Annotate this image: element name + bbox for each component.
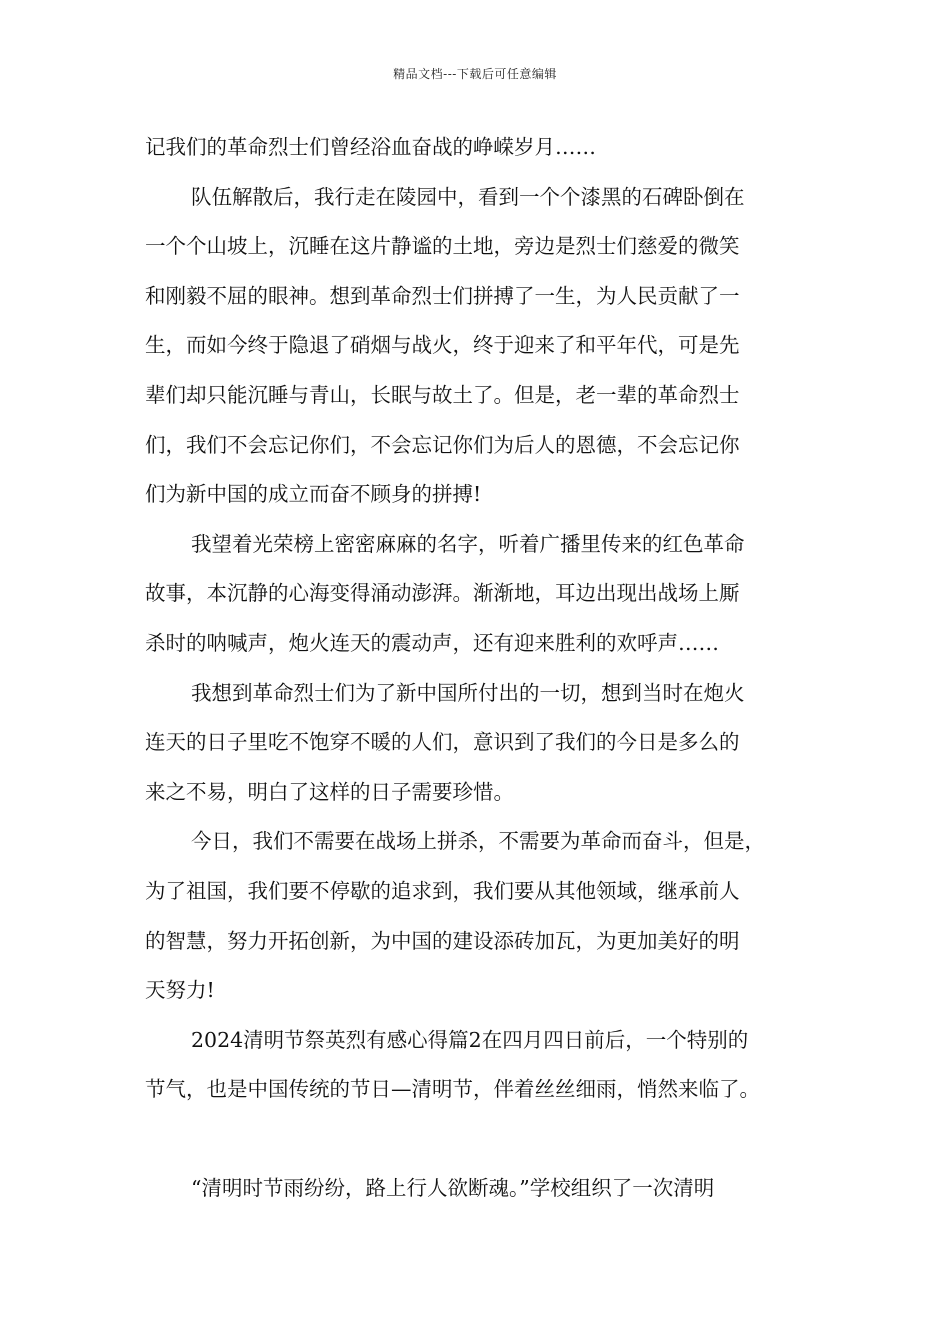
text-line: 连天的日子里吃不饱穿不暖的人们，意识到了我们的今日是多么的 (145, 730, 740, 755)
text-line: 记我们的革命烈士们曾经浴血奋战的峥嵘岁月…… (145, 135, 596, 159)
text-line: 故事，本沉静的心海变得涌动澎湃。渐渐地，耳边出现出战场上厮 (145, 581, 740, 606)
text-line: 生，而如今终于隐退了硝烟与战火，终于迎来了和平年代，可是先 (145, 333, 740, 358)
paragraph-start-line: 我想到革命烈士们为了新中国所付出的一切，想到当时在炮火 (191, 680, 745, 705)
text-line: 辈们却只能沉睡与青山，长眠与故土了。但是，老一辈的革命烈士 (145, 382, 740, 407)
document-body (145, 131, 815, 1222)
text-line: 一个个山坡上，沉睡在这片静谧的土地，旁边是烈士们慈爱的微笑 (145, 234, 740, 259)
text-line: 来之不易，明白了这样的日子需要珍惜。 (145, 779, 514, 804)
text-line: 和刚毅不屈的眼神。想到革命烈士们拼搏了一生，为人民贡献了一 (145, 283, 740, 308)
paragraph-start-line: “清明时节雨纷纷，路上行人欲断魂。”学校组织了一次清明 (191, 1176, 715, 1201)
paragraph-start-line: 队伍解散后，我行走在陵园中，看到一个个漆黑的石碑卧倒在 (191, 184, 745, 209)
text-line: 的智慧，努力开拓创新，为中国的建设添砖加瓦，为更加美好的明 (145, 928, 740, 953)
text-line: 们为新中国的成立而奋不顾身的拼搏! (145, 482, 482, 507)
text-line: 杀时的呐喊声，炮火连天的震动声，还有迎来胜利的欢呼声…… (145, 630, 719, 655)
text-line: 天努力! (145, 978, 215, 1003)
text-line: 们，我们不会忘记你们，不会忘记你们为后人的恩德，不会忘记你 (145, 432, 740, 457)
paragraph-start-line: 2024清明节祭英烈有感心得篇2在四月四日前后，一个特别的 (191, 1027, 749, 1052)
paragraph-start-line: 我望着光荣榜上密密麻麻的名字，听着广播里传来的红色革命 (191, 531, 745, 556)
paragraph-start-line: 今日，我们不需要在战场上拼杀，不需要为革命而奋斗，但是， (191, 829, 765, 854)
paragraph-gap (145, 1123, 815, 1173)
text-line: 为了祖国，我们要不停歇的追求到，我们要从其他领域，继承前人 (145, 878, 740, 903)
page-header: 精品文档---下载后可任意编辑 (393, 67, 557, 81)
text-line: 节气，也是中国传统的节日—清明节，伴着丝丝细雨，悄然来临了。 (145, 1077, 760, 1102)
